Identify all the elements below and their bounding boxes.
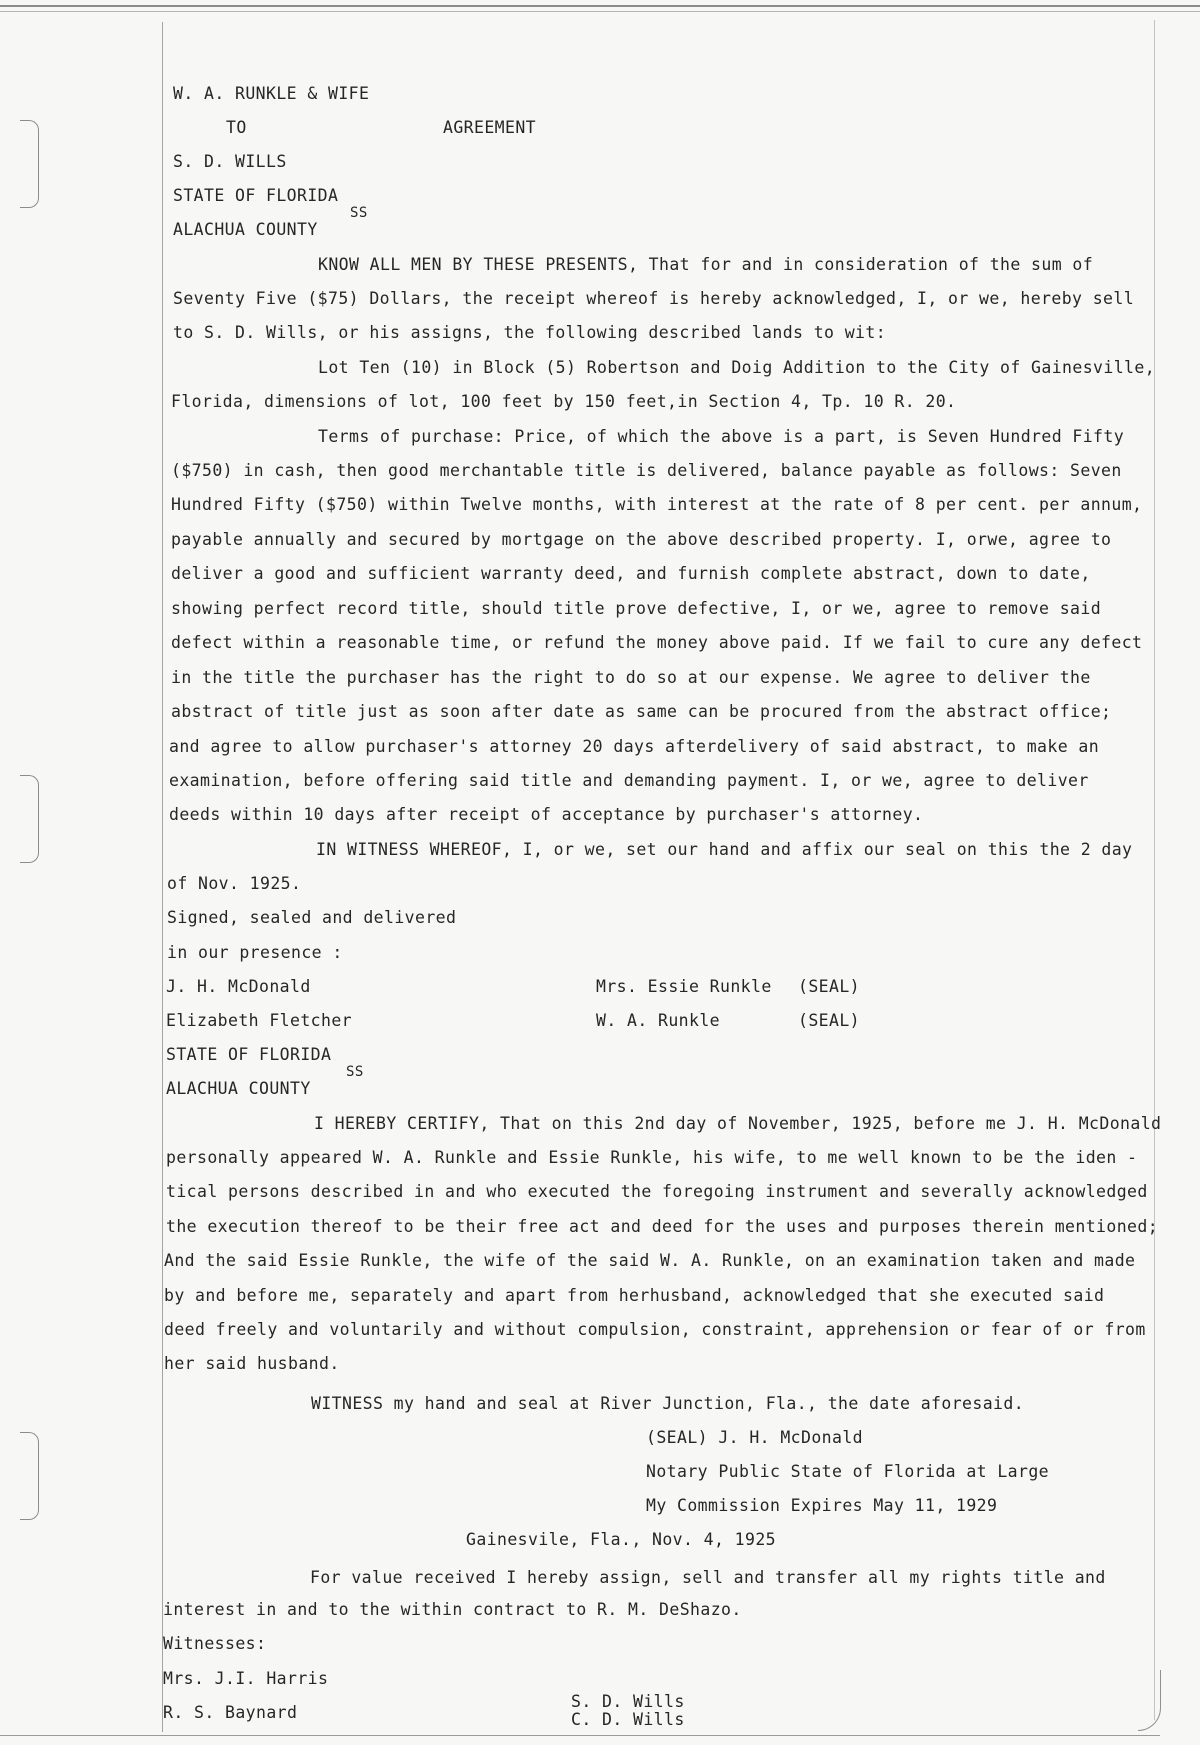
agreement-line: IN WITNESS WHEREOF, I, or we, set our hand and affix our seal on this the 2 day [316,840,1133,859]
agreement-line: ($750) in cash, then good merchantable title is delivered, balance payable as follows: Seven [171,461,1122,480]
ack-line: tical persons described in and who executed the foregoing instrument and severally acknowledged [166,1182,1148,1201]
ack-line: personally appeared W. A. Runkle and Essie Runkle, his wife, to me well known to be the iden - [166,1148,1138,1167]
bottom-rule [0,1735,1160,1736]
assignment-place-date: Gainesvile, Fla., Nov. 4, 1925 [466,1530,777,1549]
agreement-line: examination, before offering said title and demanding payment. I, or we, agree to deliver [169,771,1089,790]
caption-grantee: S. D. WILLS [173,152,287,171]
signer-name: S. D. Wills [571,1692,685,1711]
agreement-line: defect within a reasonable time, or refund the money above paid. If we fail to cure any defect [171,633,1143,652]
seal-label: (SEAL) [798,977,861,996]
notary-name: (SEAL) J. H. McDonald [646,1428,864,1447]
agreement-line: deeds within 10 days after receipt of acceptance by purchaser's attorney. [169,805,924,824]
caption-county: ALACHUA COUNTY [173,220,318,239]
ack-line: the execution thereof to be their free act and deed for the uses and purposes therein mentioned; [166,1217,1159,1236]
right-page-edge [1154,20,1155,1720]
ack-line: And the said Essie Runkle, the wife of the said W. A. Runkle, on an examination taken and made [164,1251,1136,1270]
binder-hole-icon [20,120,39,208]
signer-name: Mrs. Essie Runkle [596,977,772,996]
witness-name: R. S. Baynard [163,1703,298,1722]
ack-line: her said husband. [164,1354,340,1373]
witness-name: Mrs. J.I. Harris [163,1669,329,1688]
witness-name: Elizabeth Fletcher [166,1011,353,1030]
agreement-line: Terms of purchase: Price, of which the above is a part, is Seven Hundred Fifty [318,427,1125,446]
agreement-line: Hundred Fifty ($750) within Twelve months, with interest at the rate of 8 per cent. per annum, [171,495,1143,514]
ack-line: deed freely and voluntarily and without compulsion, constraint, apprehension or fear of or from [164,1320,1146,1339]
agreement-line: to S. D. Wills, or his assigns, the following described lands to wit: [173,323,887,342]
ack-line: I HEREBY CERTIFY, That on this 2nd day of November, 1925, before me J. H. McDonald [314,1114,1162,1133]
agreement-line: showing perfect record title, should title prove defective, I, or we, agree to remove said [171,599,1102,618]
margin-line [162,22,163,1732]
ack-ss: SS [346,1064,364,1080]
ack-state: STATE OF FLORIDA [166,1045,332,1064]
binder-hole-icon [20,1432,39,1520]
document-title: AGREEMENT [443,118,537,137]
seal-label: (SEAL) [798,1011,861,1030]
agreement-line: Seventy Five ($75) Dollars, the receipt whereof is hereby acknowledged, I, or we, hereby sell [173,289,1135,308]
caption-ss: SS [350,205,368,221]
top-rule [0,5,1200,12]
agreement-line: Lot Ten (10) in Block (5) Robertson and Doig Addition to the City of Gainesville, [318,358,1156,377]
signer-name: W. A. Runkle [596,1011,721,1030]
witnesses-label: Witnesses: [163,1634,267,1653]
ack-line: by and before me, separately and apart from herhusband, acknowledged that she executed said [164,1286,1105,1305]
assignment-line: interest in and to the within contract to R. M. DeShazo. [163,1600,742,1619]
signer-name: C. D. Wills [571,1710,685,1729]
agreement-line: in the title the purchaser has the right to do so at our expense. We agree to deliver the [171,668,1091,687]
caption-state: STATE OF FLORIDA [173,186,339,205]
agreement-line: and agree to allow purchaser's attorney 20 days afterdelivery of said abstract, to make an [169,737,1100,756]
agreement-line: of Nov. 1925. [167,874,302,893]
notary-expires: My Commission Expires May 11, 1929 [646,1496,998,1515]
caption-parties: W. A. RUNKLE & WIFE [173,84,370,103]
binder-hole-icon [20,775,39,863]
agreement-line: Florida, dimensions of lot, 100 feet by 150 feet,in Section 4, Tp. 10 R. 20. [171,392,957,411]
agreement-line: KNOW ALL MEN BY THESE PRESENTS, That for and in consideration of the sum of [318,255,1094,274]
ack-line: WITNESS my hand and seal at River Junction, Fla., the date aforesaid. [311,1394,1025,1413]
agreement-line: payable annually and secured by mortgage on the above described property. I, orwe, agree to [171,530,1112,549]
notary-title: Notary Public State of Florida at Large [646,1462,1050,1481]
caption-to: TO [226,118,247,137]
agreement-line: abstract of title just as soon after date as same can be procured from the abstract office; [171,702,1112,721]
page-corner-curl [1138,1670,1161,1731]
agreement-line: deliver a good and sufficient warranty deed, and furnish complete abstract, down to date, [171,564,1091,583]
witness-name: J. H. McDonald [166,977,311,996]
ack-county: ALACHUA COUNTY [166,1079,311,1098]
agreement-line: Signed, sealed and delivered [167,908,457,927]
assignment-line: For value received I hereby assign, sell and transfer all my rights title and [310,1568,1106,1587]
agreement-line: in our presence : [167,943,343,962]
